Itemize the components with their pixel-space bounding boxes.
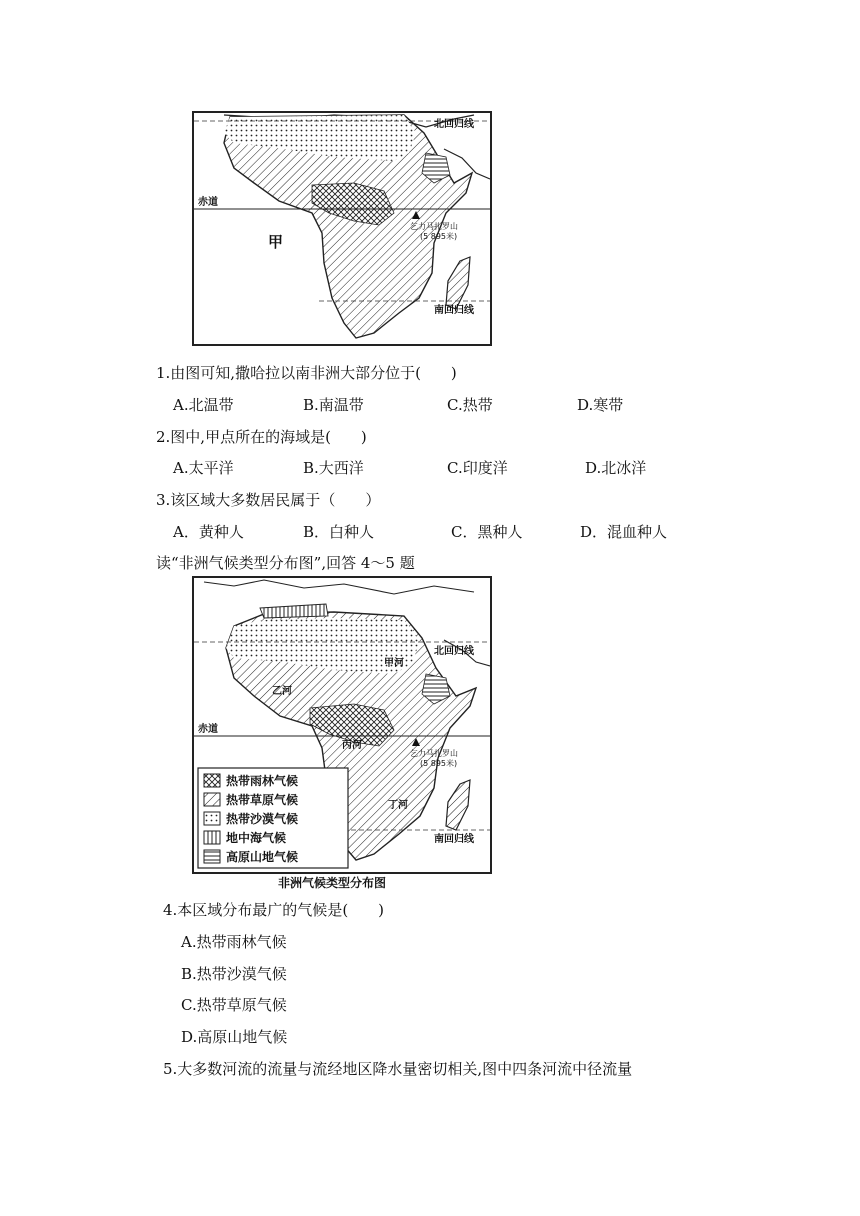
kilimanjaro-label: 乞力马扎罗山 xyxy=(410,222,458,231)
tropic-capricorn-label: 南回归线 xyxy=(434,834,474,845)
question-1-option-a[interactable]: A.北温带 xyxy=(173,396,234,414)
question-4-option-c[interactable]: C.热带草原气候 xyxy=(181,996,287,1014)
question-1-option-d[interactable]: D.寒带 xyxy=(577,396,624,414)
legend-highland-swatch xyxy=(204,850,220,863)
question-1-option-b[interactable]: B.南温带 xyxy=(303,396,364,414)
legend-savanna-swatch xyxy=(204,793,220,806)
question-1-option-c[interactable]: C.热带 xyxy=(447,396,493,414)
legend-item-3: 地中海气候 xyxy=(226,831,287,845)
question-4-option-b[interactable]: B.热带沙漠气候 xyxy=(181,965,287,983)
legend-mediterranean-swatch xyxy=(204,831,220,844)
legend-item-0: 热带雨林气候 xyxy=(226,774,299,788)
question-2-option-d[interactable]: D.北冰洋 xyxy=(585,459,647,477)
question-1-stem: 1.由图可知,撒哈拉以南非洲大部分位于( ) xyxy=(156,364,457,382)
africa-climate-map xyxy=(192,576,492,874)
question-3-option-d[interactable]: D．混血种人 xyxy=(580,523,668,541)
tropic-capricorn-label: 南回归线 xyxy=(434,305,474,316)
kilimanjaro-elevation: (5 895米) xyxy=(420,232,458,241)
legend-rainforest-swatch xyxy=(204,774,220,787)
question-2-option-a[interactable]: A.太平洋 xyxy=(173,459,234,477)
question-4-stem: 4.本区域分布最广的气候是( ) xyxy=(163,901,385,919)
africa-latitude-map xyxy=(192,111,492,346)
river-bing-label: 丙河 xyxy=(342,740,362,751)
tropic-cancer-label: 北回归线 xyxy=(434,646,474,657)
river-ding-label: 丁河 xyxy=(388,800,408,811)
equator-label: 赤道 xyxy=(198,197,218,208)
legend-item-1: 热带草原气候 xyxy=(226,793,299,807)
question-5-stem: 5.大多数河流的流量与流经地区降水量密切相关,图中四条河流中径流量 xyxy=(163,1060,633,1078)
legend-desert-swatch xyxy=(204,812,220,825)
tropic-cancer-label: 北回归线 xyxy=(434,119,474,130)
question-4-option-d[interactable]: D.高原山地气候 xyxy=(181,1028,288,1046)
kilimanjaro-elevation: (5 895米) xyxy=(420,759,458,768)
question-3-stem: 3.该区域大多数居民属于（ ） xyxy=(156,491,381,509)
question-4-option-a[interactable]: A.热带雨林气候 xyxy=(181,933,287,951)
equator-label: 赤道 xyxy=(198,724,218,735)
question-3-option-b[interactable]: B．白种人 xyxy=(303,523,375,541)
read-prompt: 读“非洲气候类型分布图”,回答 4～5 题 xyxy=(156,554,415,572)
river-yi-label: 乙河 xyxy=(272,686,292,697)
river-jia-label: 甲河 xyxy=(384,658,404,669)
legend-item-4: 高原山地气候 xyxy=(226,850,299,864)
question-2-option-c[interactable]: C.印度洋 xyxy=(447,459,508,477)
map2-caption: 非洲气候类型分布图 xyxy=(278,876,387,890)
point-jia-label: 甲 xyxy=(268,233,284,251)
question-2-stem: 2.图中,甲点所在的海域是( ) xyxy=(156,428,367,446)
kilimanjaro-label: 乞力马扎罗山 xyxy=(410,749,458,758)
question-2-option-b[interactable]: B.大西洋 xyxy=(303,459,364,477)
legend-item-2: 热带沙漠气候 xyxy=(226,812,299,826)
question-3-option-c[interactable]: C．黑种人 xyxy=(451,523,523,541)
question-3-option-a[interactable]: A．黄种人 xyxy=(173,523,244,541)
